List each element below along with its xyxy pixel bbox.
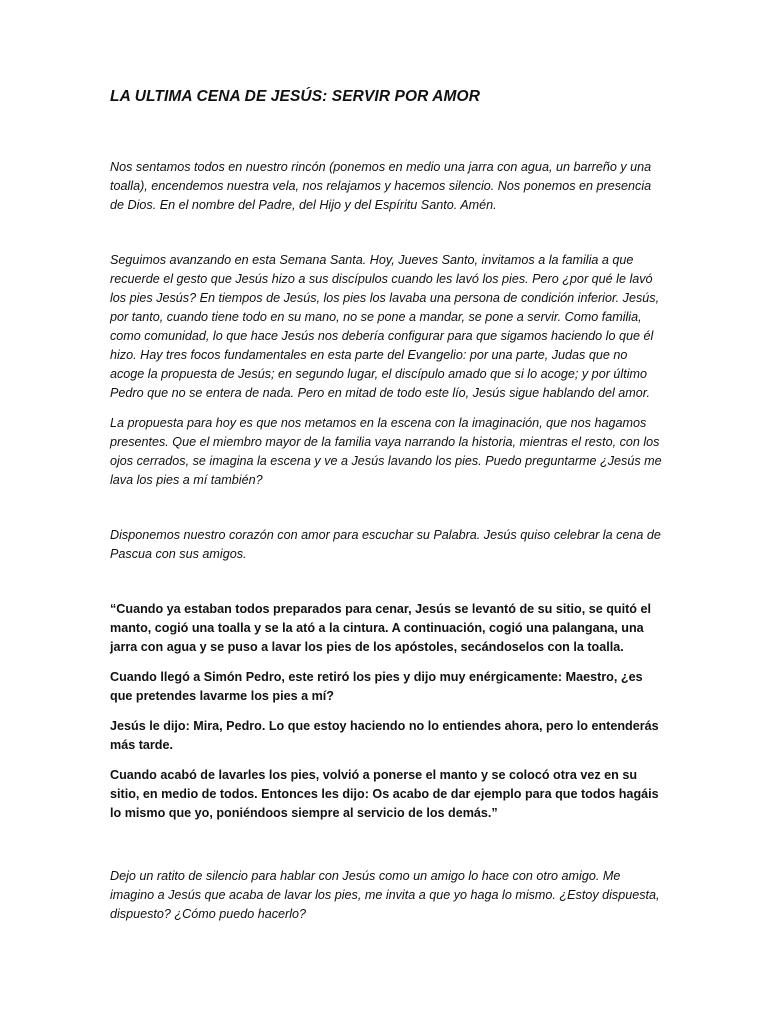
proposal-paragraph: La propuesta para hoy es que nos metamos en la escena con la imaginación, que nos hagamos presentes. Que el miembro mayor de la familia vaya narrando la historia, mientras el resto, con los ojos cerrados, se imagina la escena y ve a Jesús lavando los pies. Puedo preguntarme ¿Jesús me lava los pies a mí también?: [110, 416, 662, 487]
disposition-paragraph: Disponemos nuestro corazón con amor para escuchar su Palabra. Jesús quiso celebrar la cena de Pascua con sus amigos.: [110, 528, 661, 561]
context-paragraph: Seguimos avanzando en esta Semana Santa. Hoy, Jueves Santo, invitamos a la familia a que recuerde el gesto que Jesús hizo a sus discípulos cuando les lavó los pies. Pero ¿por qué le lavó los pies Jesús? En tiempos de Jesús, los pies los lavaba una persona de condición inferior. Jesús, por tanto, cuando tiene todo en su mano, no se pone a mandar, se pone a servir. Como familia, como comunidad, lo que hace Jesús nos debería configurar para que sigamos haciendo lo que él hizo. Hay tres focos fundamentales en esta parte del Evangelio: por una parte, Judas que no acoge la propuesta de Jesús; en segundo lugar, el discípulo amado que si lo acoge; y por último Pedro que no se entera de nada. Pero en mitad de todo este lío, Jesús sigue hablando del amor.: [110, 253, 660, 400]
gospel-paragraph-4: Cuando acabó de lavarles los pies, volvió a ponerse el manto y se colocó otra vez en su sitio, en medio de todos. Entonces les dijo: Os acabo de dar ejemplo para que todos hagáis lo mismo que yo, poniéndoos siempre al servicio de los demás.”: [110, 768, 659, 820]
document-page: [110, 88, 662, 924]
gospel-paragraph-3: Jesús le dijo: Mira, Pedro. Lo que estoy haciendo no lo entiendes ahora, pero lo entenderás más tarde.: [110, 719, 659, 752]
gospel-paragraph-2: Cuando llegó a Simón Pedro, este retiró los pies y dijo muy enérgicamente: Maestro, ¿es que pretendes lavarme los pies a mí?: [110, 670, 643, 703]
gospel-paragraph-1: “Cuando ya estaban todos preparados para cenar, Jesús se levantó de su sitio, se quitó el manto, cogió una toalla y se la ató a la cintura. A continuación, cogió una palangana, una jarra con agua y se puso a lavar los pies de los apóstoles, secándoselos con la toalla.: [110, 602, 652, 654]
reflection-paragraph: Dejo un ratito de silencio para hablar con Jesús como un amigo lo hace con otro amigo. Me imagino a Jesús que acaba de lavar los pies, me invita a que yo haga lo mismo. ¿Estoy dispuesta, dispuesto? ¿Cómo puedo hacerlo?: [110, 869, 660, 921]
page-title: LA ULTIMA CENA DE JESÚS: SERVIR POR AMOR: [110, 88, 480, 105]
intro-paragraph: Nos sentamos todos en nuestro rincón (ponemos en medio una jarra con agua, un barreño y una toalla), encendemos nuestra vela, nos relajamos y hacemos silencio. Nos ponemos en presencia de Dios. En el nombre del Padre, del Hijo y del Espíritu Santo. Amén.: [110, 160, 652, 212]
